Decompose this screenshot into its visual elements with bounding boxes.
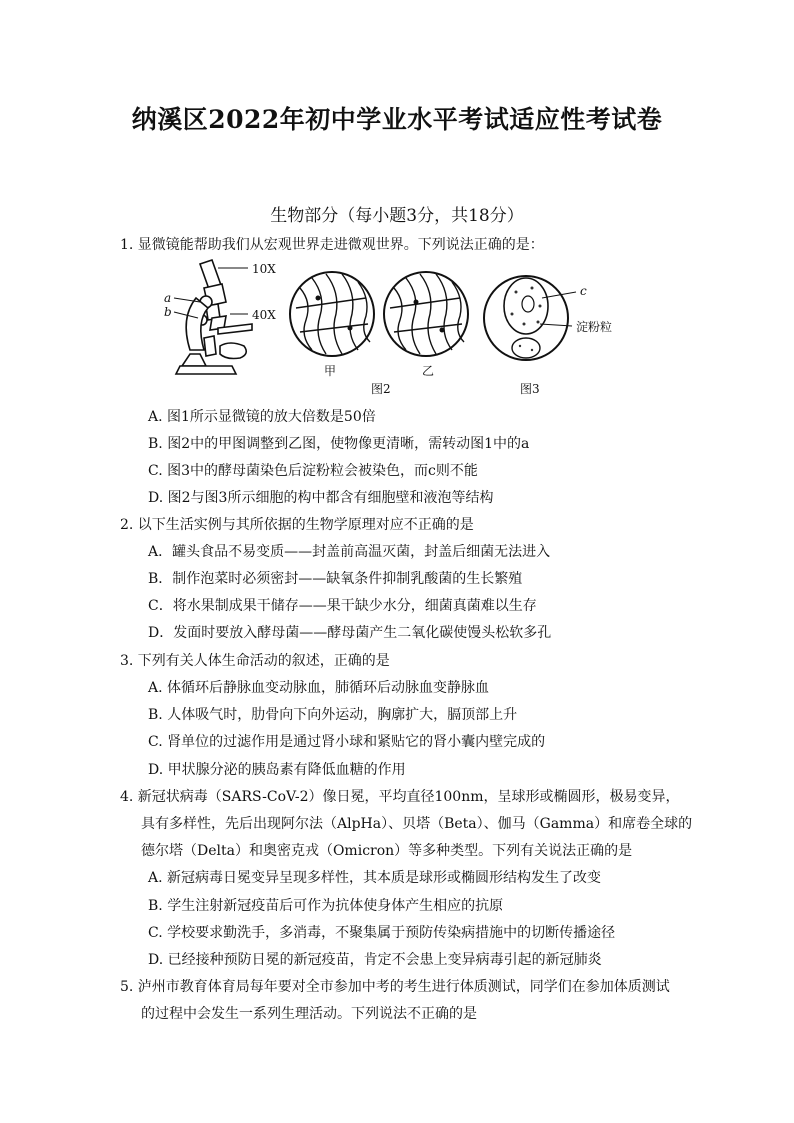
q2-option-a: A．罐头食品不易变质——封盖前高温灭菌，封盖后细菌无法进入 [148,544,551,560]
microscope-figure [160,258,630,403]
label-b: b [164,305,172,319]
page-title: 纳溪区2022年初中学业水平考试适应性考试卷 [131,105,663,134]
label-a: a [164,291,172,305]
q1-option-b: B. 图2中的甲图调整到乙图，使物像更清晰，需转动图1中的a [148,436,530,452]
q4-option-b: B. 学生注射新冠疫苗后可作为抗体使身体产生相应的抗原 [148,898,504,914]
fig2-caption: 图2 [371,382,391,396]
q2-option-c: C．将水果制成果干储存——果干缺少水分，细菌真菌难以生存 [148,598,537,614]
q4-option-c: C. 学校要求勤洗手，多消毒，不聚集属于预防传染病措施中的切断传播途径 [148,925,616,941]
fig2-left-label: 甲 [324,364,337,378]
fig3-c-label: c [580,284,587,298]
q3-option-b: B. 人体吸气时，肋骨向下向外运动，胸廓扩大，膈顶部上升 [148,707,518,723]
q2-option-d: D．发面时要放入酵母菌——酵母菌产生二氧化碳使馒头松软多孔 [148,625,552,641]
question-3-stem: 3. 下列有关人体生命活动的叙述，正确的是 [120,653,390,669]
question-4-stem-line-3: 德尔塔（Delta）和奥密克戎（Omicron）等多种类型。下列有关说法正确的是 [141,843,633,859]
fig2-right-label: 乙 [422,364,435,378]
question-5-stem-line-2: 的过程中会发生一系列生理活动。下列说法不正确的是 [141,1006,477,1022]
q4-option-a: A. 新冠病毒日冕变异呈现多样性，其本质是球形或椭圆形结构发生了改变 [148,870,602,886]
fig3-caption: 图3 [520,382,540,396]
q3-option-c: C. 肾单位的过滤作用是通过肾小球和紧贴它的肾小囊内壁完成的 [148,734,546,750]
q3-option-d: D. 甲状腺分泌的胰岛素有降低血糖的作用 [148,762,406,778]
q2-option-b: B．制作泡菜时必须密封——缺氧条件抑制乳酸菌的生长繁殖 [148,571,523,587]
magnification-40x-label: 40X [252,308,276,322]
fig3-starch-label: 淀粉粒 [576,320,613,334]
question-4-stem-line-2: 具有多样性，先后出现阿尔法（AlpHa）、贝塔（Beta）、伽马（Gamma）和席卷全球的 [141,816,693,832]
q1-option-a: A. 图1所示显微镜的放大倍数是50倍 [148,409,376,425]
q4-option-d: D. 已经接种预防日冕的新冠疫苗，肯定不会患上变异病毒引起的新冠肺炎 [148,952,602,968]
q3-option-a: A. 体循环后静脉血变动脉血，肺循环后动脉血变静脉血 [148,680,490,696]
question-1-stem: 1. 显微镜能帮助我们从宏观世界走进微观世界。下列说法正确的是： [120,237,544,253]
q1-option-d: D. 图2与图3所示细胞的构中都含有细胞壁和液泡等结构 [148,490,494,506]
q1-option-c: C. 图3中的酵母菌染色后淀粉粒会被染色，而c则不能 [148,463,478,479]
question-2-stem: 2. 以下生活实例与其所依据的生物学原理对应不正确的是 [120,517,474,533]
question-4-stem-line-1: 4. 新冠状病毒（SARS-CoV-2）像日冕，平均直径100nm，呈球形或椭圆形，极易变异， [120,789,680,805]
question-5-stem-line-1: 5. 泸州市教育体育局每年要对全市参加中考的考生进行体质测试，同学们在参加体质测试 [120,979,670,995]
magnification-10x-label: 10X [252,262,276,276]
section-heading: 生物部分（每小题3分，共18分） [270,206,524,226]
figure-area [160,258,630,403]
